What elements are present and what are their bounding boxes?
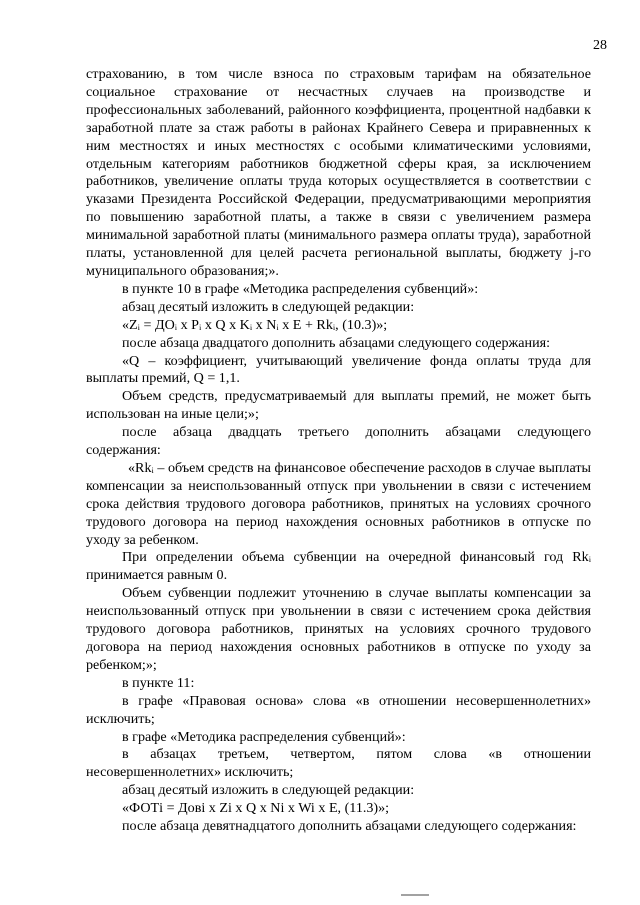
page-number: 28 bbox=[593, 38, 607, 53]
scan-footer-mark bbox=[401, 894, 429, 896]
paragraph-point-11: в пункте 11: bbox=[122, 674, 195, 691]
document-body bbox=[86, 66, 591, 836]
continuation-paragraph: страхованию, в том числе взноса по страховым тарифам на обязательное социальное страхование от несчастных случаев на производстве и профессиональных заболеваний, районного коэффициента, процентной надбавки к заработной плате за стаж работы в районах Крайнего Севера и приравненных к ним местностях и иных местностях с особыми климатическими условиями, отдельным категориям работников бюджетной сферы края, за исключением работников, увеличение оплаты труда которых осуществляется в соответствии с указами Президента Российской Федерации, предусматривающими мероприятия по повышению заработной платы, а также в связи с увеличением размера минимальной заработной платы (минимального размера оплаты труда), заработной платы, установленной для целей расчета региональной выплаты, бюджету j-го муниципального образования;». bbox=[86, 66, 591, 279]
paragraph-rk-definition: «Rkᵢ – объем средств на финансовое обеспечение расходов в случае выплаты компенсации за неиспользованный отпуск при увольнении в связи с истечением срока действия трудового договора работников, принятых на условиях срочного трудового договора на период нахождения основных работников в отпуске по уходу за ребенком. bbox=[86, 459, 591, 548]
formula-10-3: «Zᵢ = ДОᵢ x Pᵢ x Q x Kᵢ x Nᵢ x E + Rkᵢ, (10.3)»; bbox=[122, 316, 388, 333]
paragraph-next-year: При определении объема субвенции на очередной финансовый год Rkᵢ принимается равным 0. bbox=[86, 549, 591, 584]
paragraph-add-after-19: после абзаца девятнадцатого дополнить абзацами следующего содержания: bbox=[122, 818, 577, 835]
paragraph-edit-instruction: абзац десятый изложить в следующей редакции: bbox=[122, 298, 415, 315]
paragraph-add-after-20: после абзаца двадцатого дополнить абзацами следующего содержания: bbox=[122, 334, 551, 351]
paragraph-q-coefficient: «Q – коэффициент, учитывающий увеличение фонда оплаты труда для выплаты премий, Q = 1,1. bbox=[86, 352, 591, 387]
formula-11-3: «ФОТi = Дoвi x Zi x Q x Ni x Wi x E, (11.3)»; bbox=[122, 800, 390, 817]
paragraph-point-10: в пункте 10 в графе «Методика распределения субвенций»: bbox=[122, 280, 479, 297]
paragraph-subvention-update: Объем субвенции подлежит уточнению в случае выплаты компенсации за неиспользованный отпуск при увольнении в связи с истечением срока действия трудового договора работников, принятых на условиях срочного трудового договора на период нахождения основных работников в отпуске по уходу за ребенком;»; bbox=[86, 585, 591, 673]
paragraph-premium-funds: Объем средств, предусматриваемый для выплаты премий, не может быть использован на иные цели;»; bbox=[86, 388, 591, 423]
paragraph-remove-words: в абзацах третьем, четвертом, пятом слова «в отношении несовершеннолетних» исключить; bbox=[86, 746, 591, 781]
paragraph-add-after-23: после абзаца двадцать третьего дополнить абзацами следующего содержания: bbox=[86, 424, 591, 459]
paragraph-tenth-edit: абзац десятый изложить в следующей редакции: bbox=[122, 782, 415, 799]
paragraph-legal-basis: в графе «Правовая основа» слова «в отношении несовершеннолетних» исключить; bbox=[86, 692, 591, 727]
paragraph-methodology: в графе «Методика распределения субвенций»: bbox=[122, 728, 406, 745]
